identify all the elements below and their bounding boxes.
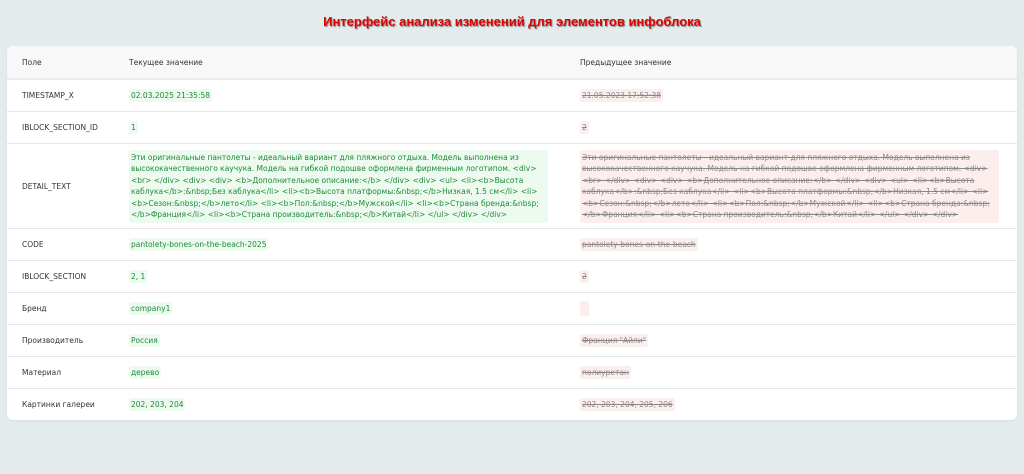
previous-value: 202, 203, 204, 205, 206 [582,400,673,409]
table-row [7,144,1017,229]
field-name: IBLOCK_SECTION_ID [22,123,98,132]
current-value: дерево [131,368,160,377]
table-row [7,357,1017,389]
header-previous: Предыдущее значение [580,46,1017,79]
previous-value: Эти оригинальные пантолеты - идеальный вариант для пляжного отдыха. Модель выполнена из высококачественного каучука. Модель на гибкой подошве оформлена фирменным логотипом. <div> <br> </div> <div> <div> <b>Дополнительное описание:</b> </div> <div> <ul> <li><b>Высота каблука</b>:&nbsp;Без каблука</li> <li><b>Высота платформы:&nbsp;</b>Низкая, 1.5 см</li> <li><b>Сезон:&nbsp;</b>лето</li> <li><b>Пол:&nbsp;</b>Мужской</li> <li><b>Страна бренда:&nbsp;</b>Франция</li> <li><b>Страна производитель:&nbsp;</b>Китай</li> </ul> </div> </div> [580,150,999,223]
current-value: Россия [131,336,158,345]
current-value: pantolety-bones-on-the-beach-2025 [131,240,267,249]
current-value: Эти оригинальные пантолеты - идеальный вариант для пляжного отдыха. Модель выполнена из высококачественного каучука. Модель на гибкой подошве оформлена фирменным логотипом. <div> <br> </div> <div> <div> <b>Дополнительное описание:</b> </div> <div> <ul> <li><b>Высота каблука</b>:&nbsp;Без каблука</li> <li><b>Высота платформы:&nbsp;</b>Низкая, 1.5 см</li> <li><b>Сезон:&nbsp;</b>лето</li> <li><b>Пол:&nbsp;</b>Мужской</li> <li><b>Страна бренда:&nbsp;</b>Франция</li> <li><b>Страна производитель:&nbsp;</b>Китай</li> </ul> </div> </div> [129,150,548,223]
table-row [7,389,1017,421]
table-row [7,229,1017,261]
table-row [7,112,1017,144]
current-value: 2, 1 [131,272,146,281]
field-name: Материал [22,368,62,377]
field-name: Картинки галереи [22,400,95,409]
previous-value: Франция "Айли" [582,336,647,345]
field-name: Производитель [22,336,84,345]
field-name: Бренд [22,304,47,313]
current-value: 202, 203, 204 [131,400,184,409]
table-row [7,293,1017,325]
table-row [7,325,1017,357]
previous-value: 2 [582,123,587,132]
current-value: 1 [131,123,136,132]
table-row [7,261,1017,293]
previous-value [580,301,589,316]
page-title: Интерфейс анализа изменений для элементов инфоблока [323,14,701,29]
current-value: company1 [131,304,171,313]
changes-table [7,46,1017,420]
field-name: TIMESTAMP_X [22,91,74,100]
table-header-row [7,46,1017,79]
current-value: 02.03.2025 21:35:58 [131,91,211,100]
table-row [7,79,1017,112]
previous-value: полиуретан [582,368,629,377]
field-name: CODE [22,240,44,249]
previous-value: 21.05.2023 17:52:38 [582,91,662,100]
field-name: IBLOCK_SECTION [22,272,87,281]
previous-value: pantolety-bones-on-the-beach [582,240,696,249]
previous-value: 2 [582,272,587,281]
changes-table-card [7,46,1017,420]
header-field: Поле [7,46,129,79]
header-current: Текущее значение [129,46,580,79]
field-name: DETAIL_TEXT [22,181,71,191]
